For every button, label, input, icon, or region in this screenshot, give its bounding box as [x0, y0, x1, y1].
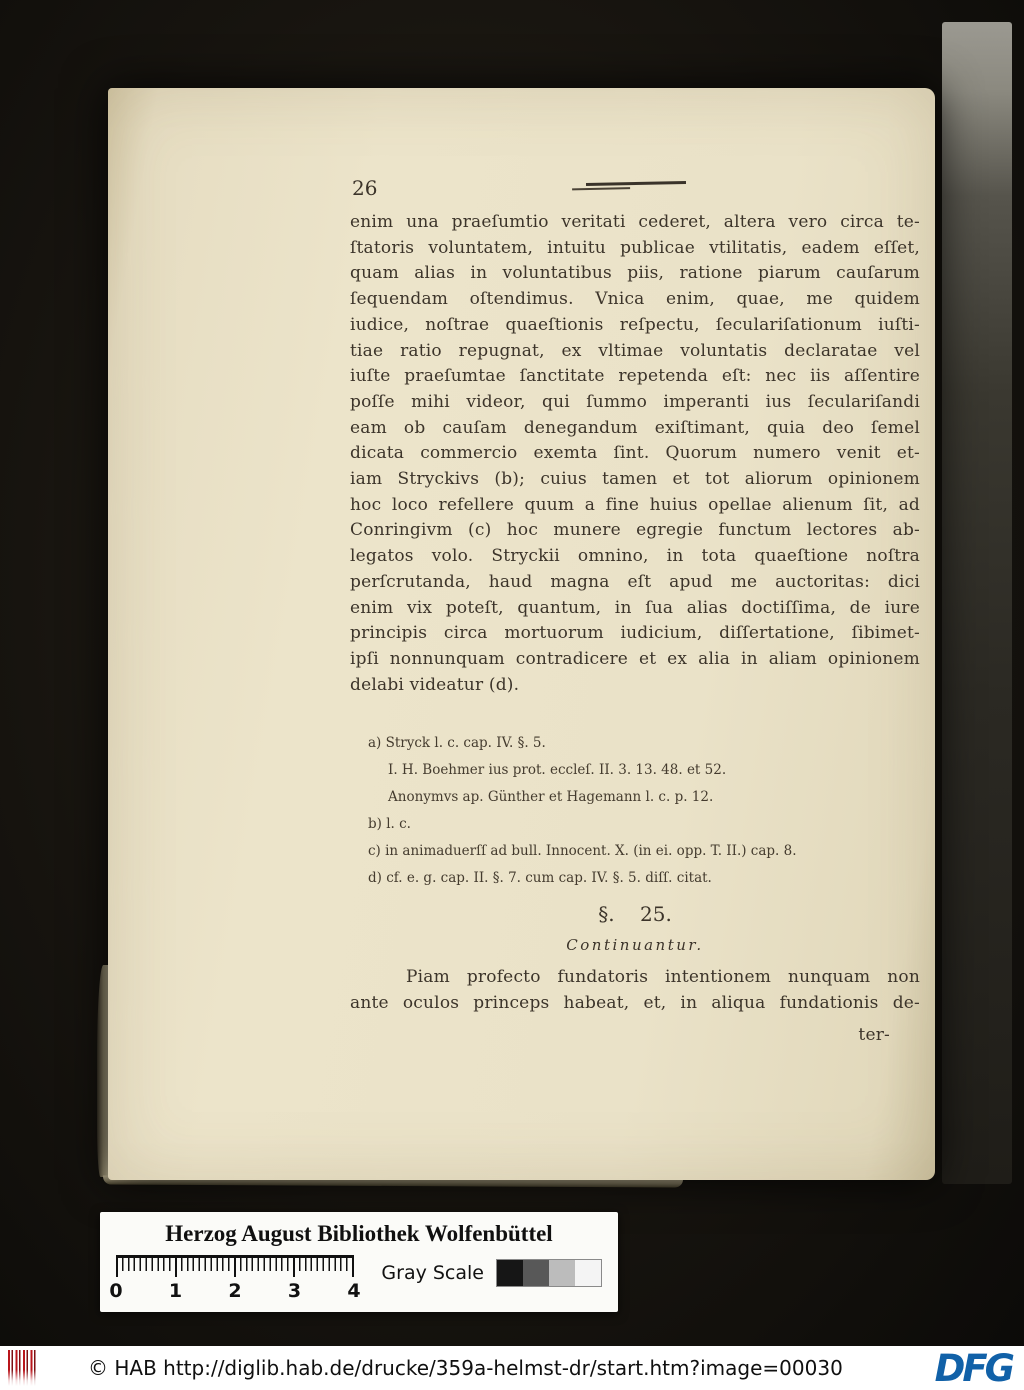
footer-bar	[0, 1346, 1024, 1390]
text-line: enim una praeſumtio veritati cederet, altera vero circa te-	[350, 212, 920, 232]
color-calibration-card	[100, 1212, 618, 1312]
calibration-barcode-icon	[8, 1350, 38, 1386]
closing-paragraph-lines	[350, 964, 920, 1016]
footnote-line: Anonymvs ap. Günther et Hagemann l. c. p. 12.	[388, 789, 714, 805]
text-line: tiae ratio repugnat, ex vltimae voluntatis declaratae vel	[350, 340, 920, 361]
text-line: eam ob cauſam denegandum exiſtimant, quia deo ſemel	[350, 417, 920, 438]
ruler	[109, 1255, 361, 1305]
text-line: legatos volo. Stryckii omnino, in tota quaeſtione noſtra	[350, 546, 920, 567]
text-line: Conringivm (c) hoc munere egregie functum lectores ab-	[350, 520, 920, 541]
text-line: principis circa mortuorum iudicium, diſſertatione, ſibimet-	[350, 623, 920, 644]
ruler-major-ticks	[116, 1258, 354, 1277]
page-body-text	[350, 210, 920, 698]
gray-scale	[381, 1259, 602, 1287]
footnote-line: d) cf. e. g. cap. II. §. 7. cum cap. IV. §. 5. diſſ. citat.	[368, 870, 712, 886]
text-line: ipſi nonnunquam contradicere et ex alia in aliam opinionem	[350, 648, 920, 669]
text-line: ſtatoris voluntatem, intuitu publicae vtilitatis, eadem eſſet,	[350, 237, 920, 258]
dfg-logo: DFG	[934, 1346, 1012, 1390]
ruler-number: 3	[287, 1280, 302, 1302]
ruler-number: 2	[228, 1280, 242, 1302]
ruler-numbers	[109, 1280, 361, 1302]
text-line: hoc loco refellere quum a fine huius opellae alienum ſit, ad	[350, 494, 920, 515]
gray-scale-cell	[549, 1260, 575, 1286]
adjacent-page-edge	[942, 22, 1012, 1184]
text-line: ante oculos princeps habeat, et, in aliqua fundationis de-	[350, 993, 920, 1013]
gray-scale-strip	[496, 1259, 602, 1287]
ruler-number: 0	[109, 1280, 123, 1302]
book-page	[108, 88, 935, 1180]
closing-paragraph	[350, 964, 920, 1048]
text-line: poſſe mihi videor, qui ſummo imperanti ius ſeculariſandi	[350, 391, 920, 412]
footnote-line: a) Stryck l. c. cap. IV. §. 5.	[368, 735, 546, 751]
text-line: Piam profecto fundatoris intentionem nunquam non	[406, 967, 920, 987]
gray-scale-label: Gray Scale	[381, 1262, 484, 1284]
gray-scale-cell	[523, 1260, 549, 1286]
footnote-line: c) in animaduerſſ ad bull. Innocent. X. (in ei. opp. T. II.) cap. 8.	[368, 843, 797, 859]
text-line: delabi videatur (d).	[350, 674, 520, 695]
text-line: iam Stryckivs (b); cuius tamen et tot aliorum opinionem	[350, 469, 920, 490]
section-heading: §. 25.	[598, 902, 672, 926]
footnote-line: I. H. Boehmer ius prot. eccleſ. II. 3. 13. 48. et 52.	[388, 762, 727, 778]
text-line: quam alias in voluntatibus piis, ratione piarum cauſarum	[350, 263, 920, 284]
calibration-row	[100, 1255, 618, 1305]
section-subheading: Continuantur.	[566, 936, 704, 954]
gray-scale-cell	[575, 1260, 601, 1286]
ruler-number: 1	[168, 1280, 183, 1302]
gray-scale-cell	[497, 1260, 523, 1286]
text-line: dicata commercio exemta ſint. Quorum numero venit et-	[350, 443, 920, 464]
text-line: iudice, noſtrae quaeſtionis reſpectu, ſeculariſationum iuſti-	[350, 314, 920, 335]
text-line: perſcrutanda, haud magna eſt apud me auctoritas: dici	[350, 571, 920, 592]
footnote-line: b) l. c.	[368, 816, 411, 832]
footnotes	[368, 730, 893, 892]
footer-url[interactable]: © HAB http://diglib.hab.de/drucke/359a-helmst-dr/start.htm?image=00030	[88, 1356, 843, 1380]
catchword: ter-	[858, 1025, 890, 1045]
section-header	[350, 902, 920, 954]
text-line: enim vix poteſt, quantum, in ſua alias doctiſſima, de iure	[350, 597, 920, 618]
header-rule-icon	[586, 181, 686, 186]
library-title: Herzog August Bibliothek Wolfenbüttel	[165, 1221, 553, 1246]
page-number: 26	[352, 176, 378, 200]
text-line: iuſte praeſumtae ſanctitate repetenda eſt: nec iis aſſentire	[350, 366, 920, 387]
text-line: ſequendam oſtendimus. Vnica enim, quae, me quidem	[350, 289, 920, 310]
ruler-number: 4	[347, 1280, 361, 1302]
